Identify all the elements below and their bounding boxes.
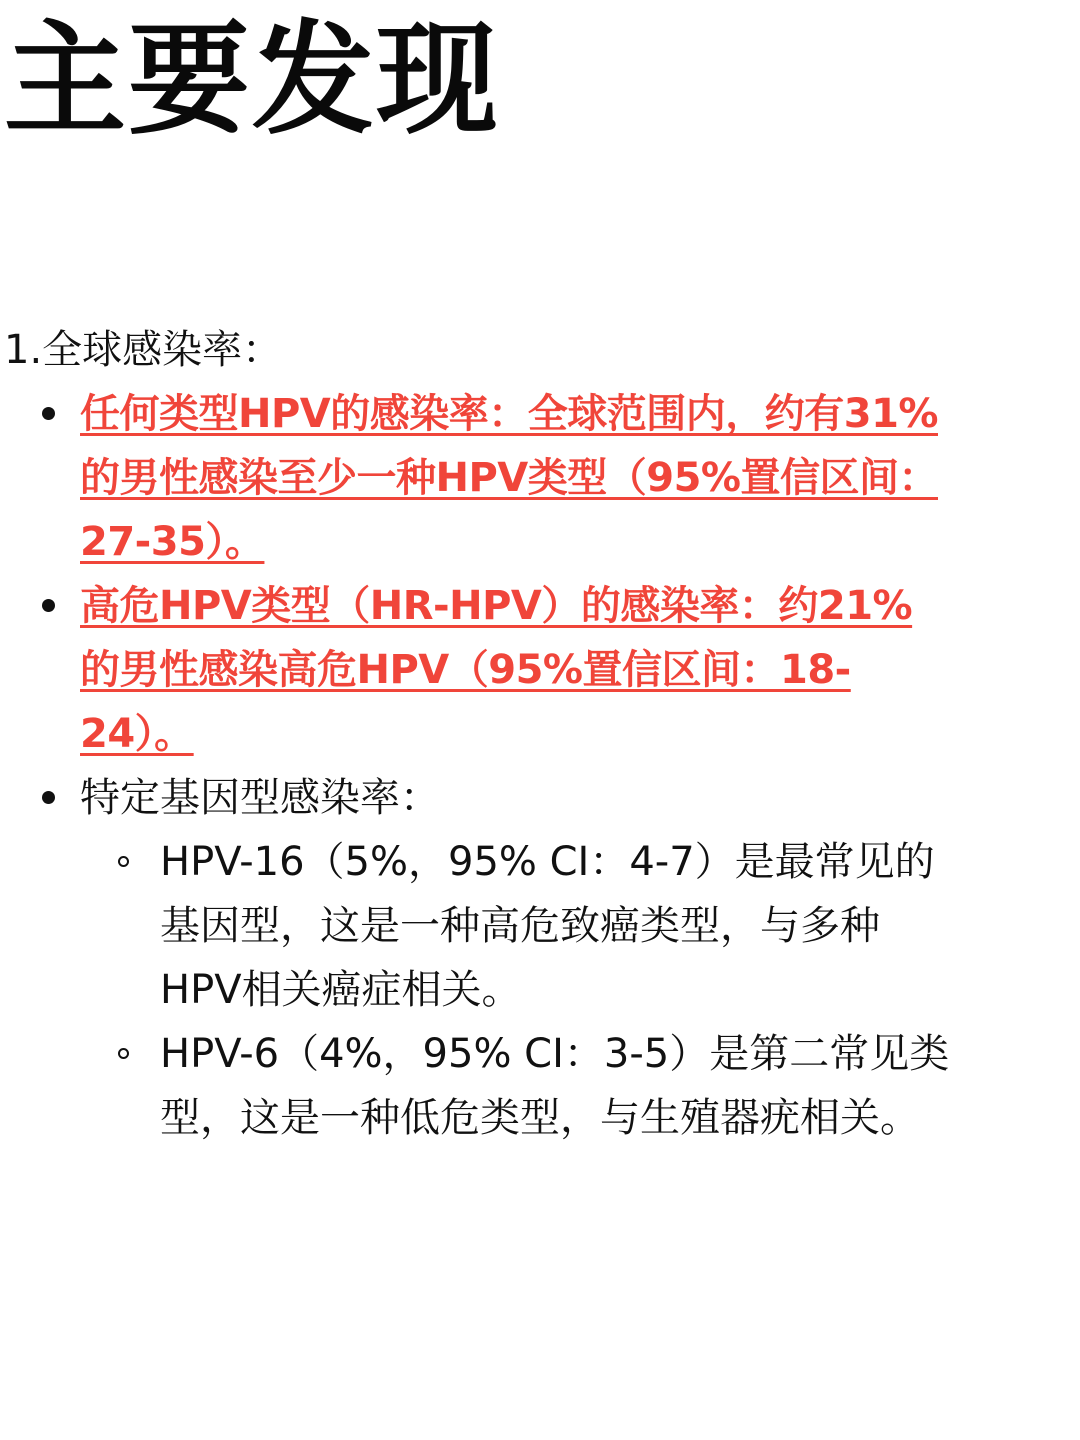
text-line: 基因型，这是一种高危致癌类型，与多种 bbox=[160, 903, 880, 949]
text-line: 24）。 bbox=[80, 711, 194, 757]
hollow-bullet-icon bbox=[118, 1048, 129, 1059]
list-item-hr-hpv bbox=[4, 574, 1076, 766]
text-line: 27-35）。 bbox=[80, 519, 265, 565]
hollow-bullet-icon bbox=[118, 856, 129, 867]
section-heading: 1.全球感染率： bbox=[4, 327, 283, 373]
sublist-item-hpv16 bbox=[80, 830, 1076, 1022]
page-title: 主要发现 bbox=[4, 9, 500, 151]
text-line: 任何类型HPV的感染率：全球范围内，约有31% bbox=[80, 391, 938, 437]
findings-list bbox=[4, 382, 1076, 1150]
list-item-genotypes bbox=[4, 766, 1076, 1150]
highlighted-finding-any-hpv bbox=[80, 382, 1076, 574]
genotype-sublist bbox=[80, 830, 1076, 1150]
text-line: 的男性感染至少一种HPV类型（95%置信区间： bbox=[80, 455, 938, 501]
hpv6-finding bbox=[160, 1022, 1076, 1150]
hpv16-finding bbox=[160, 830, 1076, 1022]
highlighted-finding-hr-hpv bbox=[80, 574, 1076, 766]
text-line: 的男性感染高危HPV（95%置信区间：18- bbox=[80, 647, 851, 693]
filled-bullet-icon bbox=[42, 791, 55, 804]
list-item-any-hpv bbox=[4, 382, 1076, 574]
sublist-item-hpv6 bbox=[80, 1022, 1076, 1150]
filled-bullet-icon bbox=[42, 599, 55, 612]
findings-section bbox=[4, 318, 1076, 1150]
text-line: HPV-6（4%，95% CI：3-5）是第二常见类 bbox=[160, 1031, 950, 1077]
text-line: HPV相关癌症相关。 bbox=[160, 967, 522, 1013]
text-line: 型，这是一种低危类型，与生殖器疣相关。 bbox=[160, 1095, 920, 1141]
genotype-heading: 特定基因型感染率： bbox=[80, 775, 440, 821]
filled-bullet-icon bbox=[42, 407, 55, 420]
text-line: HPV-16（5%，95% CI：4-7）是最常见的 bbox=[160, 839, 935, 885]
text-line: 高危HPV类型（HR-HPV）的感染率：约21% bbox=[80, 583, 913, 629]
